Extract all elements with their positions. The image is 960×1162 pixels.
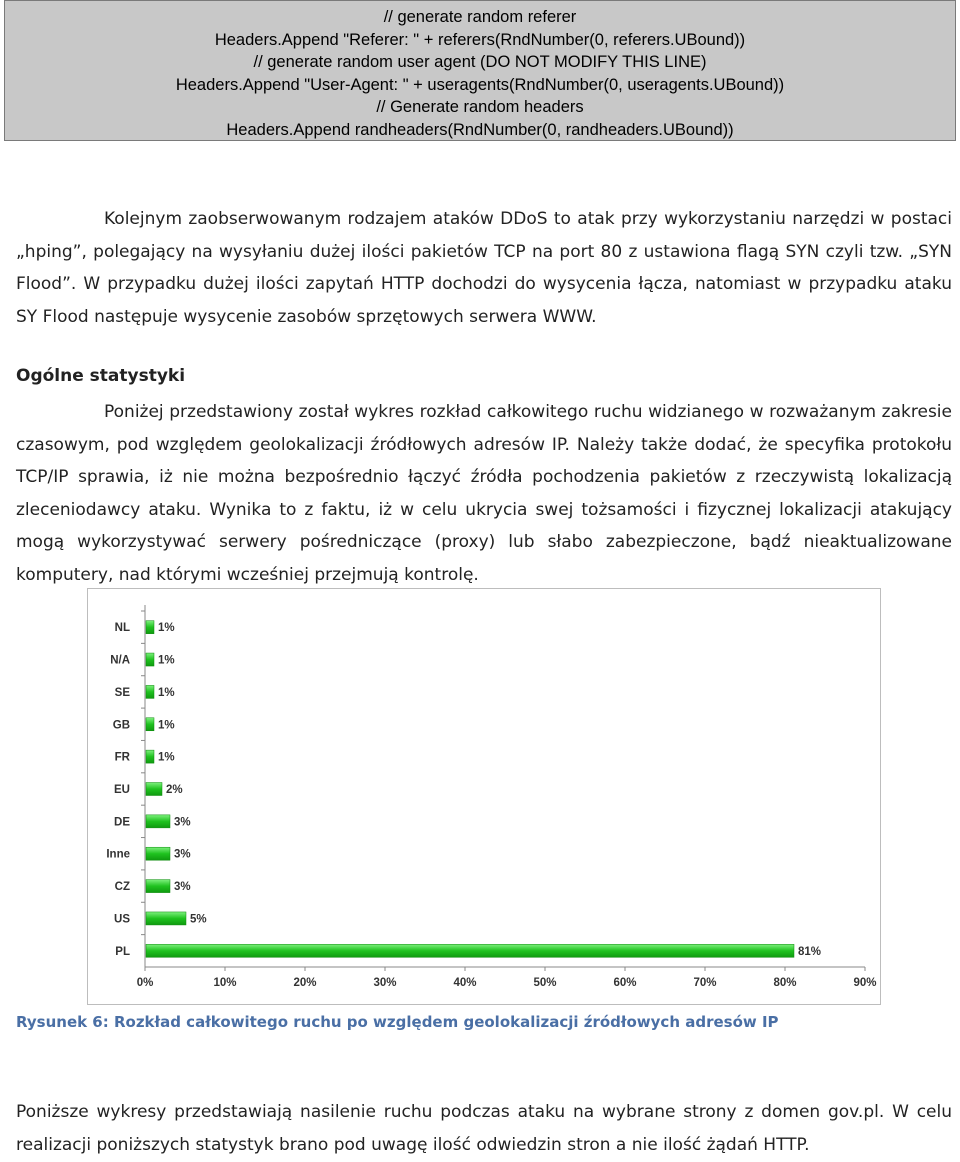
bar — [146, 912, 186, 925]
y-category-label: US — [114, 913, 130, 926]
y-category-label: NL — [114, 622, 130, 635]
y-category-label: SE — [114, 686, 130, 699]
bar — [146, 815, 170, 828]
bar-value-label: 3% — [174, 881, 191, 894]
y-category-label: N/A — [110, 654, 130, 667]
geolocation-chart — [87, 588, 881, 1005]
x-tick-label: 20% — [293, 977, 317, 989]
y-category-label: FR — [114, 751, 130, 764]
paragraph-ddos — [16, 203, 952, 333]
bar-value-label: 1% — [158, 622, 175, 635]
code-line: Headers.Append "Referer: " + referers(RndNumber(0, referers.UBound)) — [214, 30, 746, 49]
bar — [146, 783, 162, 796]
bar — [146, 653, 154, 666]
paragraph-stats — [16, 396, 952, 591]
section-heading: Ogólne statystyki — [16, 366, 186, 386]
x-tick-label: 0% — [136, 977, 154, 989]
paragraph-ddos-text: Kolejnym zaobserwowanym rodzajem ataków DDoS to atak przy wykorzystaniu narzędzi w postaci „hping”, polegający na wysyłaniu dużej ilości pakietów TCP na port 80 z ustawiona flagą SYN czyli tzw. „SYN Flood”. W przypadku dużej ilości zapytań HTTP dochodzi do wysycenia łącza, natomiast w przypadku ataku SY Flood następuje wysycenie zasobów sprzętowych serwera WWW. — [16, 209, 952, 327]
x-tick-label: 80% — [773, 977, 797, 989]
paragraph-bottom: Poniższe wykresy przedstawiają nasilenie ruchu podczas ataku na wybrane strony z domen gov.pl. W celu realizacji poniższych statystyk brano pod uwagę ilość odwiedzin stron a nie ilość żądań HTTP. — [16, 1102, 952, 1155]
y-category-label: CZ — [114, 881, 130, 894]
x-tick-label: 10% — [213, 977, 237, 989]
bar — [146, 718, 154, 731]
bar — [146, 685, 154, 698]
bar-value-label: 1% — [158, 751, 175, 764]
bar — [146, 621, 154, 634]
figure-caption: Rysunek 6: Rozkład całkowitego ruchu po względem geolokalizacji źródłowych adresów IP — [16, 1013, 779, 1031]
x-tick-label: 90% — [853, 977, 877, 989]
bar — [146, 880, 170, 893]
bar-value-label: 3% — [174, 848, 191, 861]
y-category-label: PL — [115, 945, 130, 958]
code-block — [4, 0, 956, 141]
code-line: // Generate random headers — [376, 98, 584, 116]
bar-value-label: 1% — [158, 686, 175, 699]
x-tick-label: 30% — [373, 977, 397, 989]
x-tick-label: 70% — [693, 977, 717, 989]
code-line: // generate random user agent (DO NOT MODIFY THIS LINE) — [253, 53, 707, 71]
bar — [146, 944, 794, 957]
bar — [146, 847, 170, 860]
x-tick-label: 60% — [613, 977, 637, 989]
bar-value-label: 1% — [158, 654, 175, 667]
paragraph-stats-text: Poniżej przedstawiony został wykres rozkład całkowitego ruchu widzianego w rozważanym zakresie czasowym, pod względem geolokalizacji źródłowych adresów IP. Należy także dodać, że specyfika protokołu TCP/IP sprawia, iż nie można bezpośrednio łączyć źródła pochodzenia pakietów z rzeczywistą lokalizacją zleceniodawcy ataku. Wynika to z faktu, iż w celu ukrycia swej tożsamości i fizycznej lokalizacji atakujący mogą wykorzystywać serwery pośredniczące (proxy) lub słabo zabezpieczone, bądź nieaktualizowane komputery, nad którymi wcześniej przejmują kontrolę. — [16, 402, 952, 585]
y-category-label: EU — [114, 784, 130, 796]
chart-svg — [88, 589, 882, 1006]
bar — [146, 750, 154, 763]
bar-value-label: 2% — [166, 784, 183, 796]
code-line: Headers.Append "User-Agent: " + useragents(RndNumber(0, useragents.UBound)) — [175, 75, 785, 94]
code-line: Headers.Append randheaders(RndNumber(0, randheaders.UBound)) — [226, 120, 734, 139]
x-tick-label: 40% — [453, 977, 477, 989]
y-category-label: Inne — [106, 848, 130, 861]
bar-value-label: 81% — [798, 945, 822, 958]
x-tick-label: 50% — [533, 977, 557, 989]
bar-value-label: 3% — [174, 816, 191, 829]
y-category-label: DE — [114, 816, 130, 829]
code-line: // generate random referer — [383, 8, 577, 26]
bar-value-label: 5% — [190, 913, 207, 926]
bar-value-label: 1% — [158, 719, 175, 732]
y-category-label: GB — [112, 719, 130, 732]
